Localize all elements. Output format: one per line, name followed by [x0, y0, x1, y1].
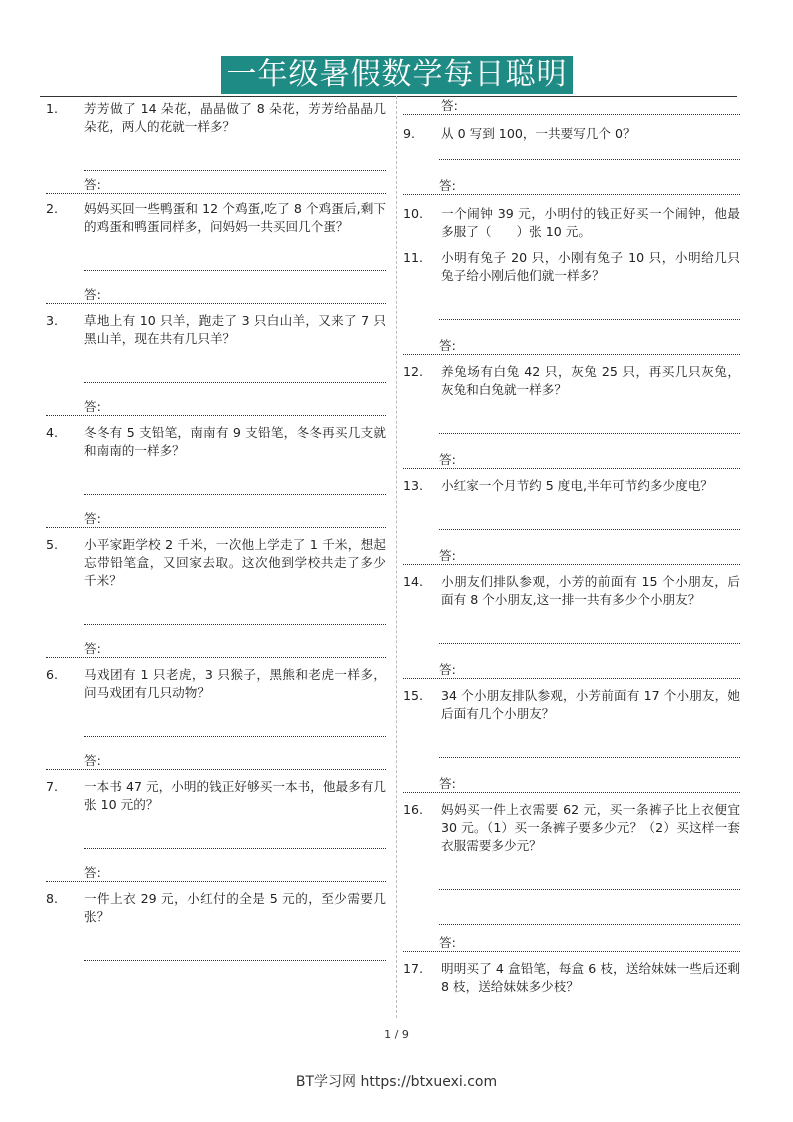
answer-label: 答:	[439, 452, 456, 467]
answer-line	[439, 855, 740, 890]
answer-row	[403, 660, 740, 679]
problem-text: 34 个小朋友排队参观，小芳前面有 17 个小朋友，她后面有几个小朋友？	[441, 688, 740, 721]
problem-text: 一本书 47 元，小明的钱正好够买一本书，他最多有几张 10 元的？	[84, 779, 386, 812]
answer-label: 答:	[439, 662, 456, 677]
problem-text: 从 0 写到 100，一共要写几个 0？	[441, 126, 636, 141]
answer-label: 答:	[439, 548, 456, 563]
answer-line	[439, 399, 740, 434]
problem-6	[46, 666, 386, 702]
problem-4	[46, 424, 386, 460]
problem-number: 9.	[403, 126, 416, 141]
problem-number: 2.	[46, 201, 59, 216]
problem-text: 马戏团有 1 只老虎，3 只猴子，黑熊和老虎一样多，问马戏团有几只动物？	[84, 667, 386, 700]
answer-line	[439, 890, 740, 925]
answer-row	[403, 774, 740, 793]
page-title: 一年级暑假数学每日聪明题	[221, 56, 573, 94]
answer-label: 答:	[84, 511, 101, 526]
problem-number: 7.	[46, 779, 59, 794]
answer-line	[84, 460, 386, 495]
problem-number: 14.	[403, 574, 424, 589]
answer-line	[84, 348, 386, 383]
answer-label: 答:	[84, 177, 101, 192]
problem-text: 养兔场有白兔 42 只，灰兔 25 只，再买几只灰兔，灰兔和白兔就一样多？	[441, 364, 740, 397]
problem-1	[46, 100, 386, 136]
answer-line	[439, 723, 740, 758]
problem-text: 冬冬有 5 支铅笔，南南有 9 支铅笔，冬冬再买几支就和南南的一样多？	[84, 425, 386, 458]
problem-15	[403, 687, 740, 723]
problem-7	[46, 778, 386, 814]
answer-row	[46, 175, 386, 194]
problem-number: 6.	[46, 667, 59, 682]
problem-13	[403, 477, 740, 495]
problem-text: 芳芳做了 14 朵花，晶晶做了 8 朵花，芳芳给晶晶几朵花，两人的花就一样多？	[84, 101, 386, 134]
answer-label: 答:	[441, 98, 458, 113]
answer-label: 答:	[84, 287, 101, 302]
answer-label: 答:	[84, 399, 101, 414]
answer-row	[46, 285, 386, 304]
answer-line	[84, 136, 386, 171]
page-number: 1 / 9	[384, 1028, 409, 1041]
problem-number: 3.	[46, 313, 59, 328]
answer-line	[439, 143, 740, 160]
problem-3	[46, 312, 386, 348]
problem-number: 11.	[403, 250, 424, 265]
answer-row	[403, 176, 740, 195]
answer-label: 答:	[84, 865, 101, 880]
answer-row	[403, 96, 740, 115]
answer-line	[84, 926, 386, 961]
problem-number: 12.	[403, 364, 424, 379]
answer-line	[439, 609, 740, 644]
problem-text: 小红家一个月节约 5 度电,半年可节约多少度电？	[441, 478, 713, 493]
problem-number: 17.	[403, 961, 424, 976]
answer-row	[46, 397, 386, 416]
answer-row	[46, 639, 386, 658]
problem-14	[403, 573, 740, 609]
problem-5	[46, 536, 386, 590]
answer-line	[84, 702, 386, 737]
problem-12	[403, 363, 740, 399]
answer-label: 答:	[439, 935, 456, 950]
problem-text: 小朋友们排队参观，小芳的前面有 15 个小朋友，后面有 8 个小朋友,这一排一共有多少个小朋友？	[441, 574, 740, 607]
problem-text: 妈妈买一件上衣需要 62 元，买一条裤子比上衣便宜 30 元。（1）买一条裤子要多少元？（2）买这样一套衣服需要多少元？	[441, 802, 740, 853]
answer-line	[439, 495, 740, 530]
problem-text: 明明买了 4 盒铅笔，每盒 6 枝，送给妹妹一些后还剩 8 枝，送给妹妹多少枝？	[441, 961, 740, 994]
answer-row	[403, 933, 740, 952]
problem-number: 16.	[403, 802, 424, 817]
answer-label: 答:	[439, 338, 456, 353]
answer-label: 答:	[439, 776, 456, 791]
answer-row	[46, 751, 386, 770]
problem-number: 15.	[403, 688, 424, 703]
problem-text: 草地上有 10 只羊，跑走了 3 只白山羊，又来了 7 只黑山羊，现在共有几只羊？	[84, 313, 386, 346]
answer-line	[439, 285, 740, 320]
problem-number: 13.	[403, 478, 424, 493]
problem-2	[46, 200, 386, 236]
problem-number: 8.	[46, 891, 59, 906]
footer-watermark: BT学习网 https://btxuexi.com	[295, 1074, 498, 1090]
answer-label: 答:	[439, 178, 456, 193]
problem-text: 妈妈买回一些鸭蛋和 12 个鸡蛋,吃了 8 个鸡蛋后,剩下的鸡蛋和鸭蛋同样多，问妈妈一共买回几个蛋？	[84, 201, 386, 234]
problem-11	[403, 249, 740, 285]
answer-label: 答:	[84, 753, 101, 768]
problem-number: 10.	[403, 206, 424, 221]
answer-row	[403, 336, 740, 355]
right-column	[403, 96, 740, 996]
left-column	[46, 96, 386, 961]
answer-row	[46, 863, 386, 882]
problem-10	[403, 205, 740, 241]
problem-number: 5.	[46, 537, 59, 552]
problem-number: 1.	[46, 101, 59, 116]
problem-17	[403, 960, 740, 996]
problem-16	[403, 801, 740, 855]
problem-text: 小明有兔子 20 只，小刚有兔子 10 只，小明给几只兔子给小刚后他们就一样多？	[441, 250, 740, 283]
answer-row	[403, 450, 740, 469]
problem-text: 一个闹钟 39 元，小明付的钱正好买一个闹钟，他最多服了（ ）张 10 元。	[441, 206, 740, 239]
answer-row	[403, 546, 740, 565]
problem-text: 小平家距学校 2 千米，一次他上学走了 1 千米，想起忘带铅笔盒，又回家去取。这次他到学校共走了多少千米？	[84, 537, 386, 588]
problem-text: 一件上衣 29 元，小红付的全是 5 元的，至少需要几张？	[84, 891, 386, 924]
problem-number: 4.	[46, 425, 59, 440]
column-divider	[396, 96, 397, 1018]
answer-label: 答:	[84, 641, 101, 656]
problem-9	[403, 125, 740, 143]
answer-line	[84, 814, 386, 849]
answer-line	[84, 236, 386, 271]
answer-row	[46, 509, 386, 528]
problem-8	[46, 890, 386, 926]
answer-line	[84, 590, 386, 625]
